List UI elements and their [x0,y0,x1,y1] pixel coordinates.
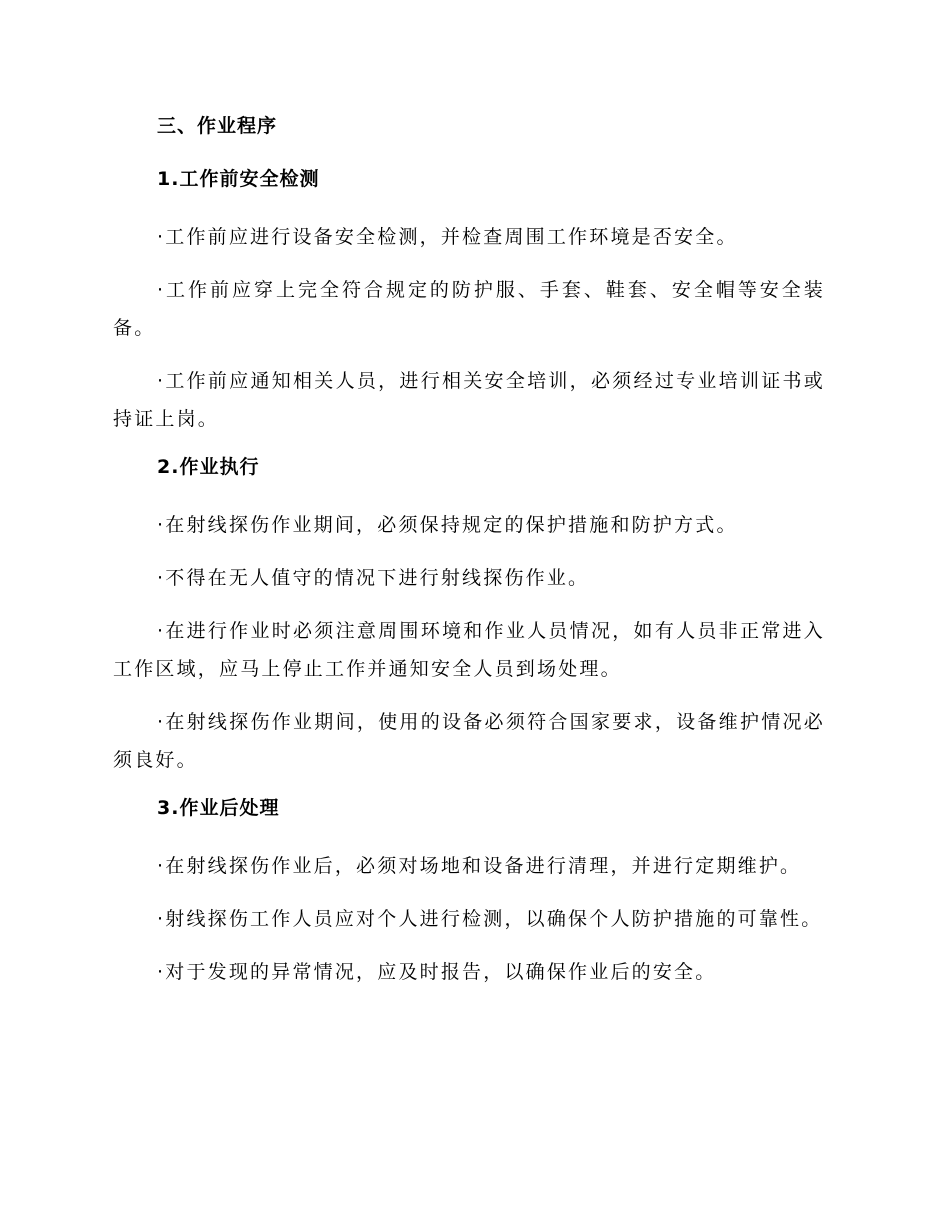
paragraph: ·在进行作业时必须注意周围环境和作业人员情况，如有人员非正常进入工作区域，应马上停止工作并通知安全人员到场处理。 [113,620,825,680]
subsection-heading: 1.工作前安全检测 [157,168,320,190]
paragraph: ·在射线探伤作业期间，必须保持规定的保护措施和防护方式。 [157,514,738,536]
section-title: 三、作业程序 [157,115,278,137]
paragraph: ·不得在无人值守的情况下进行射线探伤作业。 [157,567,590,589]
document-body [113,112,825,1006]
paragraph: ·射线探伤工作人员应对个人进行检测，以确保个人防护措施的可靠性。 [157,908,823,930]
subsection-work-execution [113,453,825,779]
paragraph: ·工作前应通知相关人员，进行相关安全培训，必须经过专业培训证书或持证上岗。 [113,370,825,430]
paragraph: ·对于发现的异常情况，应及时报告，以确保作业后的安全。 [157,961,717,983]
subsection-post-work-handling [113,794,825,991]
paragraph: ·在射线探伤作业后，必须对场地和设备进行清理，并进行定期维护。 [157,855,802,877]
subsection-pre-work-safety-check [113,165,825,438]
subsection-heading: 3.作业后处理 [157,797,280,819]
paragraph: ·在射线探伤作业期间，使用的设备必须符合国家要求，设备维护情况必须良好。 [113,711,825,771]
subsection-heading: 2.作业执行 [157,456,260,478]
paragraph: ·工作前应进行设备安全检测，并检查周围工作环境是否安全。 [157,226,738,248]
paragraph: ·工作前应穿上完全符合规定的防护服、手套、鞋套、安全帽等安全装备。 [113,279,825,339]
